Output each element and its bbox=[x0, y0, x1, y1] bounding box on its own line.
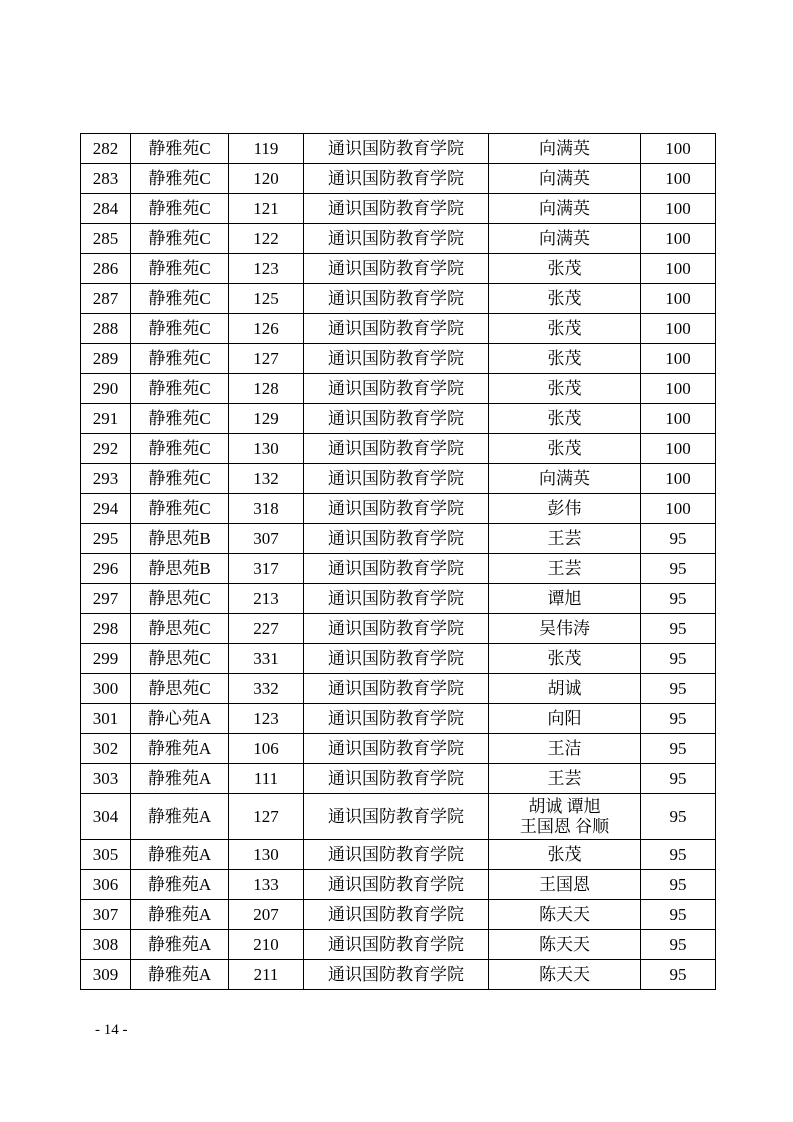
cell-score: 95 bbox=[641, 614, 716, 644]
cell-room: 106 bbox=[229, 734, 304, 764]
cell-building: 静雅苑C bbox=[131, 134, 229, 164]
cell-person bbox=[489, 584, 641, 614]
table-row bbox=[81, 314, 716, 344]
cell-score: 95 bbox=[641, 674, 716, 704]
person-name: 彭伟 bbox=[547, 498, 582, 518]
cell-room: 127 bbox=[229, 794, 304, 840]
cell-building: 静雅苑C bbox=[131, 164, 229, 194]
cell-college: 通识国防教育学院 bbox=[304, 960, 489, 990]
table-row bbox=[81, 284, 716, 314]
table-row bbox=[81, 554, 716, 584]
cell-room: 122 bbox=[229, 224, 304, 254]
cell-room: 123 bbox=[229, 704, 304, 734]
cell-building: 静雅苑A bbox=[131, 840, 229, 870]
cell-building: 静雅苑A bbox=[131, 764, 229, 794]
table-row bbox=[81, 434, 716, 464]
person-name: 王国恩 谷顺 bbox=[519, 816, 610, 836]
cell-number: 286 bbox=[81, 254, 131, 284]
cell-number: 291 bbox=[81, 404, 131, 434]
table-row bbox=[81, 764, 716, 794]
cell-room: 128 bbox=[229, 374, 304, 404]
cell-room: 211 bbox=[229, 960, 304, 990]
cell-building: 静雅苑C bbox=[131, 434, 229, 464]
cell-score: 100 bbox=[641, 194, 716, 224]
cell-number: 282 bbox=[81, 134, 131, 164]
cell-building: 静雅苑C bbox=[131, 464, 229, 494]
cell-college: 通识国防教育学院 bbox=[304, 584, 489, 614]
cell-score: 100 bbox=[641, 314, 716, 344]
person-name: 张茂 bbox=[547, 648, 582, 668]
cell-number: 289 bbox=[81, 344, 131, 374]
table-row bbox=[81, 794, 716, 840]
cell-score: 95 bbox=[641, 704, 716, 734]
cell-building: 静雅苑C bbox=[131, 284, 229, 314]
cell-room: 129 bbox=[229, 404, 304, 434]
cell-person bbox=[489, 494, 641, 524]
cell-number: 293 bbox=[81, 464, 131, 494]
cell-number: 302 bbox=[81, 734, 131, 764]
cell-score: 100 bbox=[641, 284, 716, 314]
cell-college: 通识国防教育学院 bbox=[304, 374, 489, 404]
cell-score: 100 bbox=[641, 164, 716, 194]
person-name: 胡诚 谭旭 bbox=[528, 796, 601, 816]
cell-person bbox=[489, 674, 641, 704]
cell-college: 通识国防教育学院 bbox=[304, 930, 489, 960]
person-name: 张茂 bbox=[547, 288, 582, 308]
cell-building: 静思苑B bbox=[131, 554, 229, 584]
cell-person bbox=[489, 554, 641, 584]
cell-building: 静雅苑C bbox=[131, 374, 229, 404]
cell-number: 306 bbox=[81, 870, 131, 900]
cell-college: 通识国防教育学院 bbox=[304, 554, 489, 584]
cell-college: 通识国防教育学院 bbox=[304, 614, 489, 644]
cell-score: 100 bbox=[641, 434, 716, 464]
table-row bbox=[81, 464, 716, 494]
cell-room: 123 bbox=[229, 254, 304, 284]
cell-room: 126 bbox=[229, 314, 304, 344]
cell-person bbox=[489, 194, 641, 224]
cell-number: 283 bbox=[81, 164, 131, 194]
cell-number: 308 bbox=[81, 930, 131, 960]
cell-number: 307 bbox=[81, 900, 131, 930]
page-number: - 14 - bbox=[95, 1022, 128, 1038]
cell-building: 静思苑C bbox=[131, 674, 229, 704]
cell-person bbox=[489, 224, 641, 254]
cell-building: 静雅苑A bbox=[131, 900, 229, 930]
person-name: 王芸 bbox=[547, 768, 582, 788]
cell-building: 静雅苑C bbox=[131, 404, 229, 434]
cell-score: 100 bbox=[641, 254, 716, 284]
cell-room: 213 bbox=[229, 584, 304, 614]
person-name: 向满英 bbox=[539, 468, 590, 488]
table-row bbox=[81, 344, 716, 374]
table-row bbox=[81, 644, 716, 674]
cell-college: 通识国防教育学院 bbox=[304, 134, 489, 164]
person-name: 向满英 bbox=[539, 228, 590, 248]
cell-college: 通识国防教育学院 bbox=[304, 344, 489, 374]
cell-person bbox=[489, 464, 641, 494]
cell-number: 294 bbox=[81, 494, 131, 524]
table-row bbox=[81, 134, 716, 164]
cell-number: 301 bbox=[81, 704, 131, 734]
cell-building: 静心苑A bbox=[131, 704, 229, 734]
cell-building: 静思苑C bbox=[131, 584, 229, 614]
cell-room: 317 bbox=[229, 554, 304, 584]
cell-room: 125 bbox=[229, 284, 304, 314]
table-body bbox=[81, 134, 716, 990]
cell-room: 332 bbox=[229, 674, 304, 704]
cell-college: 通识国防教育学院 bbox=[304, 734, 489, 764]
person-name: 吴伟涛 bbox=[539, 618, 590, 638]
cell-score: 95 bbox=[641, 644, 716, 674]
cell-score: 95 bbox=[641, 870, 716, 900]
table-row bbox=[81, 734, 716, 764]
cell-number: 300 bbox=[81, 674, 131, 704]
cell-building: 静雅苑A bbox=[131, 870, 229, 900]
cell-person bbox=[489, 704, 641, 734]
cell-college: 通识国防教育学院 bbox=[304, 764, 489, 794]
cell-college: 通识国防教育学院 bbox=[304, 434, 489, 464]
dormitory-score-table bbox=[80, 133, 716, 990]
cell-person bbox=[489, 614, 641, 644]
cell-room: 130 bbox=[229, 434, 304, 464]
cell-college: 通识国防教育学院 bbox=[304, 464, 489, 494]
cell-room: 331 bbox=[229, 644, 304, 674]
cell-score: 95 bbox=[641, 840, 716, 870]
table-row bbox=[81, 704, 716, 734]
cell-score: 95 bbox=[641, 734, 716, 764]
table-row bbox=[81, 494, 716, 524]
person-name: 王芸 bbox=[547, 528, 582, 548]
cell-score: 95 bbox=[641, 524, 716, 554]
cell-person bbox=[489, 930, 641, 960]
person-name: 王芸 bbox=[547, 558, 582, 578]
cell-score: 100 bbox=[641, 134, 716, 164]
cell-number: 296 bbox=[81, 554, 131, 584]
cell-score: 95 bbox=[641, 584, 716, 614]
cell-building: 静思苑C bbox=[131, 614, 229, 644]
cell-person bbox=[489, 524, 641, 554]
cell-room: 133 bbox=[229, 870, 304, 900]
cell-college: 通识国防教育学院 bbox=[304, 284, 489, 314]
cell-score: 100 bbox=[641, 494, 716, 524]
cell-score: 95 bbox=[641, 930, 716, 960]
cell-score: 100 bbox=[641, 404, 716, 434]
cell-college: 通识国防教育学院 bbox=[304, 794, 489, 840]
person-name: 陈天天 bbox=[539, 904, 590, 924]
cell-number: 298 bbox=[81, 614, 131, 644]
cell-college: 通识国防教育学院 bbox=[304, 404, 489, 434]
cell-score: 95 bbox=[641, 794, 716, 840]
cell-person bbox=[489, 404, 641, 434]
cell-room: 120 bbox=[229, 164, 304, 194]
person-name: 张茂 bbox=[547, 378, 582, 398]
cell-room: 127 bbox=[229, 344, 304, 374]
table-row bbox=[81, 930, 716, 960]
cell-college: 通识国防教育学院 bbox=[304, 674, 489, 704]
cell-number: 303 bbox=[81, 764, 131, 794]
table-row bbox=[81, 224, 716, 254]
cell-number: 285 bbox=[81, 224, 131, 254]
table-row bbox=[81, 374, 716, 404]
person-name: 向阳 bbox=[547, 708, 582, 728]
person-name: 向满英 bbox=[539, 168, 590, 188]
person-name: 胡诚 bbox=[547, 678, 582, 698]
cell-person bbox=[489, 314, 641, 344]
cell-person bbox=[489, 644, 641, 674]
person-name: 张茂 bbox=[547, 408, 582, 428]
cell-score: 100 bbox=[641, 374, 716, 404]
cell-building: 静雅苑A bbox=[131, 734, 229, 764]
cell-score: 100 bbox=[641, 344, 716, 374]
person-name: 向满英 bbox=[539, 138, 590, 158]
cell-building: 静雅苑A bbox=[131, 960, 229, 990]
cell-person bbox=[489, 164, 641, 194]
cell-number: 297 bbox=[81, 584, 131, 614]
person-name: 向满英 bbox=[539, 198, 590, 218]
cell-number: 287 bbox=[81, 284, 131, 314]
cell-college: 通识国防教育学院 bbox=[304, 644, 489, 674]
cell-building: 静雅苑C bbox=[131, 194, 229, 224]
person-name: 张茂 bbox=[547, 258, 582, 278]
cell-score: 100 bbox=[641, 464, 716, 494]
cell-person bbox=[489, 254, 641, 284]
cell-number: 309 bbox=[81, 960, 131, 990]
table-row bbox=[81, 254, 716, 284]
cell-score: 95 bbox=[641, 900, 716, 930]
cell-room: 132 bbox=[229, 464, 304, 494]
cell-number: 290 bbox=[81, 374, 131, 404]
cell-person bbox=[489, 840, 641, 870]
cell-person bbox=[489, 434, 641, 464]
cell-person bbox=[489, 284, 641, 314]
cell-number: 299 bbox=[81, 644, 131, 674]
cell-room: 111 bbox=[229, 764, 304, 794]
table-row bbox=[81, 404, 716, 434]
cell-college: 通识国防教育学院 bbox=[304, 494, 489, 524]
cell-college: 通识国防教育学院 bbox=[304, 704, 489, 734]
cell-building: 静雅苑C bbox=[131, 254, 229, 284]
person-name: 王洁 bbox=[547, 738, 582, 758]
cell-score: 95 bbox=[641, 764, 716, 794]
cell-person bbox=[489, 374, 641, 404]
table-row bbox=[81, 870, 716, 900]
cell-building: 静雅苑C bbox=[131, 494, 229, 524]
table-row bbox=[81, 194, 716, 224]
cell-score: 95 bbox=[641, 960, 716, 990]
table-row bbox=[81, 524, 716, 554]
cell-room: 227 bbox=[229, 614, 304, 644]
cell-room: 318 bbox=[229, 494, 304, 524]
person-name: 陈天天 bbox=[539, 934, 590, 954]
cell-college: 通识国防教育学院 bbox=[304, 314, 489, 344]
cell-college: 通识国防教育学院 bbox=[304, 224, 489, 254]
cell-building: 静思苑B bbox=[131, 524, 229, 554]
person-name: 张茂 bbox=[547, 438, 582, 458]
cell-number: 305 bbox=[81, 840, 131, 870]
cell-room: 210 bbox=[229, 930, 304, 960]
cell-score: 100 bbox=[641, 224, 716, 254]
cell-college: 通识国防教育学院 bbox=[304, 900, 489, 930]
cell-score: 95 bbox=[641, 554, 716, 584]
cell-college: 通识国防教育学院 bbox=[304, 840, 489, 870]
cell-college: 通识国防教育学院 bbox=[304, 870, 489, 900]
cell-college: 通识国防教育学院 bbox=[304, 194, 489, 224]
cell-building: 静雅苑C bbox=[131, 224, 229, 254]
cell-number: 284 bbox=[81, 194, 131, 224]
cell-room: 119 bbox=[229, 134, 304, 164]
table-row bbox=[81, 164, 716, 194]
cell-number: 292 bbox=[81, 434, 131, 464]
person-name: 陈天天 bbox=[539, 964, 590, 984]
person-name: 张茂 bbox=[547, 318, 582, 338]
cell-number: 288 bbox=[81, 314, 131, 344]
cell-room: 121 bbox=[229, 194, 304, 224]
cell-person bbox=[489, 870, 641, 900]
cell-college: 通识国防教育学院 bbox=[304, 524, 489, 554]
table-row bbox=[81, 840, 716, 870]
cell-college: 通识国防教育学院 bbox=[304, 254, 489, 284]
cell-person bbox=[489, 900, 641, 930]
cell-building: 静雅苑C bbox=[131, 314, 229, 344]
cell-building: 静雅苑C bbox=[131, 344, 229, 374]
cell-person bbox=[489, 794, 641, 840]
cell-building: 静雅苑A bbox=[131, 930, 229, 960]
table-row bbox=[81, 960, 716, 990]
table-row bbox=[81, 900, 716, 930]
cell-person bbox=[489, 764, 641, 794]
table-row bbox=[81, 674, 716, 704]
table-row bbox=[81, 614, 716, 644]
person-name: 谭旭 bbox=[547, 588, 582, 608]
table-row bbox=[81, 584, 716, 614]
cell-person bbox=[489, 134, 641, 164]
cell-room: 130 bbox=[229, 840, 304, 870]
cell-number: 304 bbox=[81, 794, 131, 840]
cell-number: 295 bbox=[81, 524, 131, 554]
cell-person bbox=[489, 344, 641, 374]
person-name: 王国恩 bbox=[539, 874, 590, 894]
cell-room: 307 bbox=[229, 524, 304, 554]
person-name: 张茂 bbox=[547, 844, 582, 864]
cell-college: 通识国防教育学院 bbox=[304, 164, 489, 194]
person-name: 张茂 bbox=[547, 348, 582, 368]
cell-building: 静思苑C bbox=[131, 644, 229, 674]
cell-person bbox=[489, 734, 641, 764]
cell-building: 静雅苑A bbox=[131, 794, 229, 840]
cell-room: 207 bbox=[229, 900, 304, 930]
cell-person bbox=[489, 960, 641, 990]
